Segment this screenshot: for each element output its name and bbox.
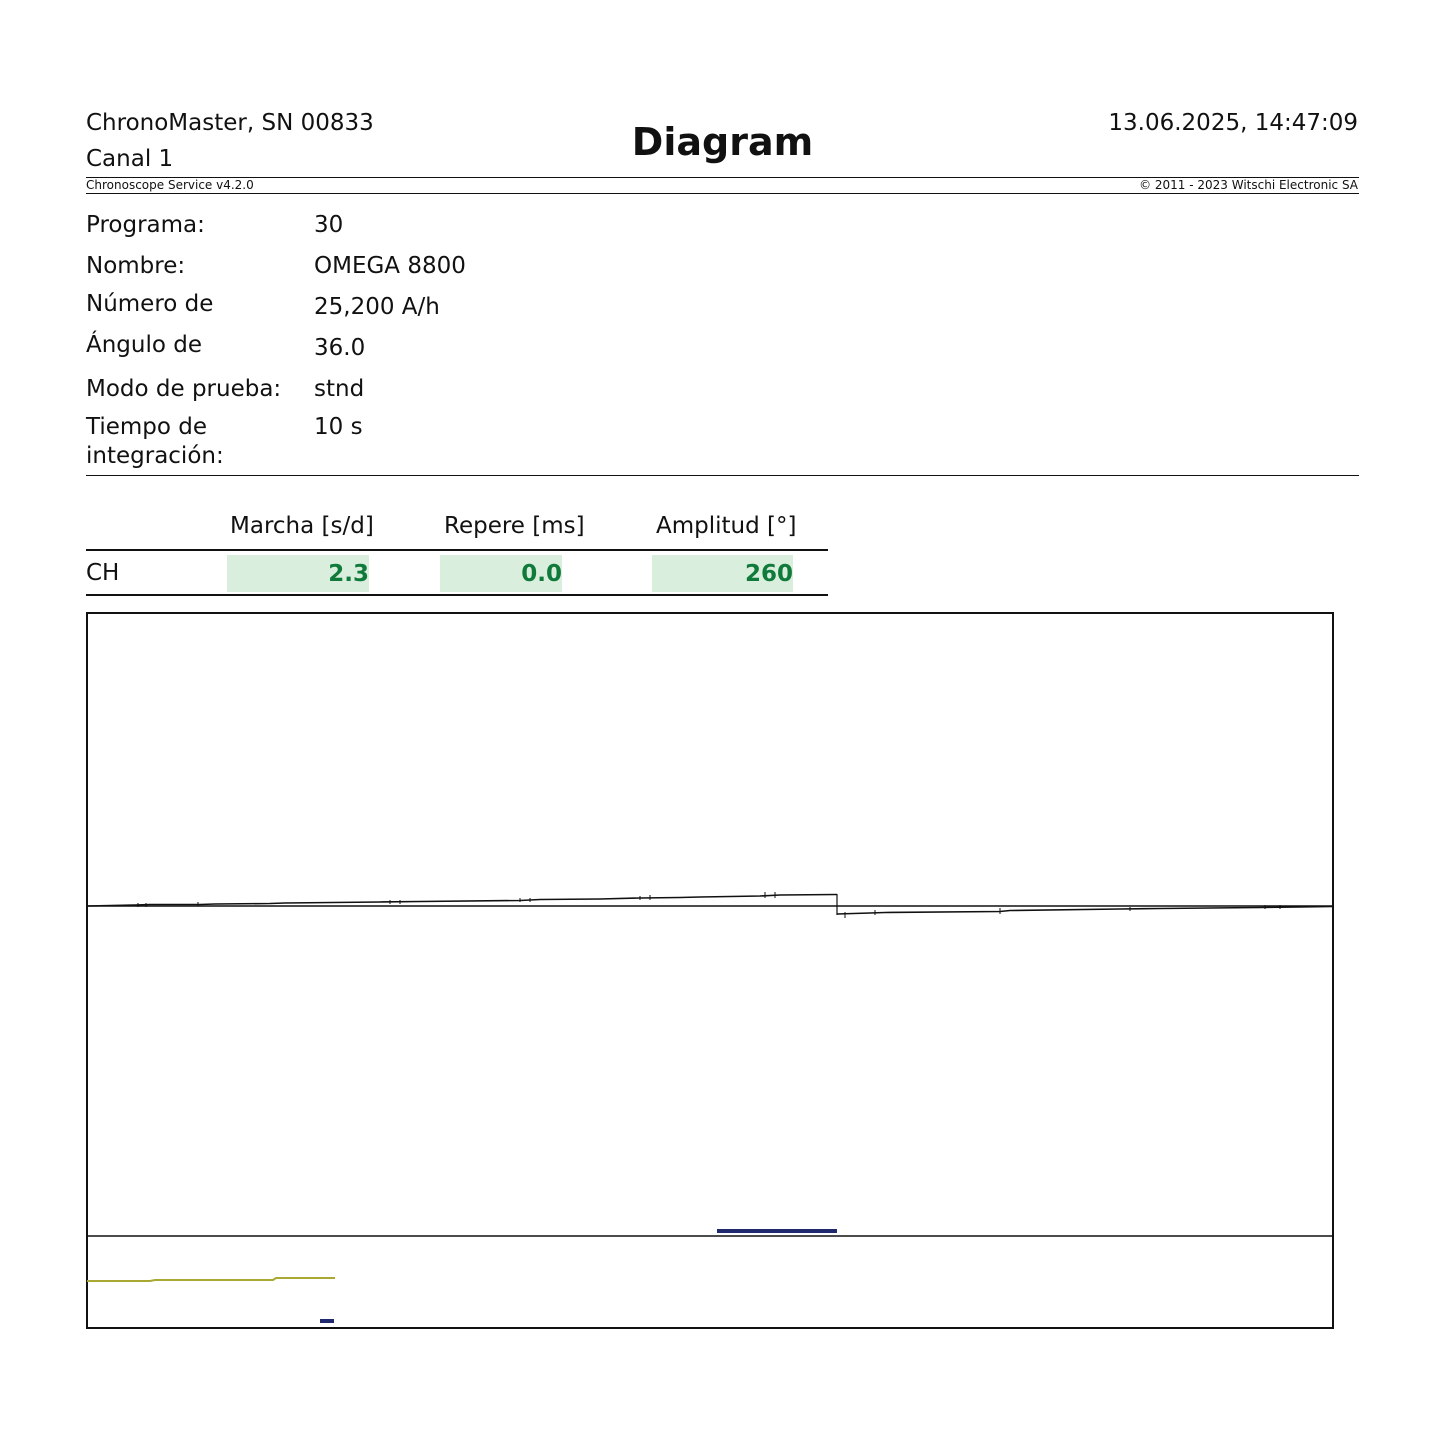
trace-segment-1 <box>87 895 837 907</box>
info-value-name: OMEGA 8800 <box>314 253 466 279</box>
info-label-lift-angle: Ángulo de <box>86 332 203 358</box>
info-value-integration: 10 s <box>314 414 363 440</box>
row-label-ch: CH <box>86 560 120 586</box>
column-header-beat-error: Repere [ms] <box>444 513 585 539</box>
info-value-beat-rate: 25,200 A/h <box>314 294 440 320</box>
page-title: Diagram <box>631 120 814 164</box>
marker-bar-lower <box>320 1319 334 1323</box>
channel-label: Canal 1 <box>86 146 174 172</box>
info-label-beat-rate: Número de <box>86 291 214 317</box>
trace-jitter <box>138 892 1280 918</box>
info-value-test-mode: stnd <box>314 376 365 402</box>
trace-lower <box>87 1278 335 1281</box>
device-id: ChronoMaster, SN 00833 <box>86 110 374 136</box>
info-label-integration: Tiempo de integración: <box>86 414 224 469</box>
software-version: Chronoscope Service v4.2.0 <box>86 178 254 192</box>
info-label-program: Programa: <box>86 212 205 238</box>
result-rate: 2.3 <box>227 555 369 592</box>
info-label-test-mode: Modo de prueba: <box>86 376 282 402</box>
result-amplitude: 260 <box>652 555 793 592</box>
info-value-program: 30 <box>314 212 344 238</box>
copyright: © 2011 - 2023 Witschi Electronic SA <box>1139 178 1358 192</box>
trace-segment-2 <box>837 907 1333 915</box>
info-label-name: Nombre: <box>86 253 186 279</box>
diagram-frame <box>87 613 1333 1328</box>
marker-bar-main <box>717 1229 837 1233</box>
column-header-amplitude: Amplitud [°] <box>656 513 797 539</box>
result-beat-error: 0.0 <box>440 555 562 592</box>
column-header-rate: Marcha [s/d] <box>230 513 374 539</box>
info-value-lift-angle: 36.0 <box>314 335 366 361</box>
datetime: 13.06.2025, 14:47:09 <box>1108 110 1358 136</box>
